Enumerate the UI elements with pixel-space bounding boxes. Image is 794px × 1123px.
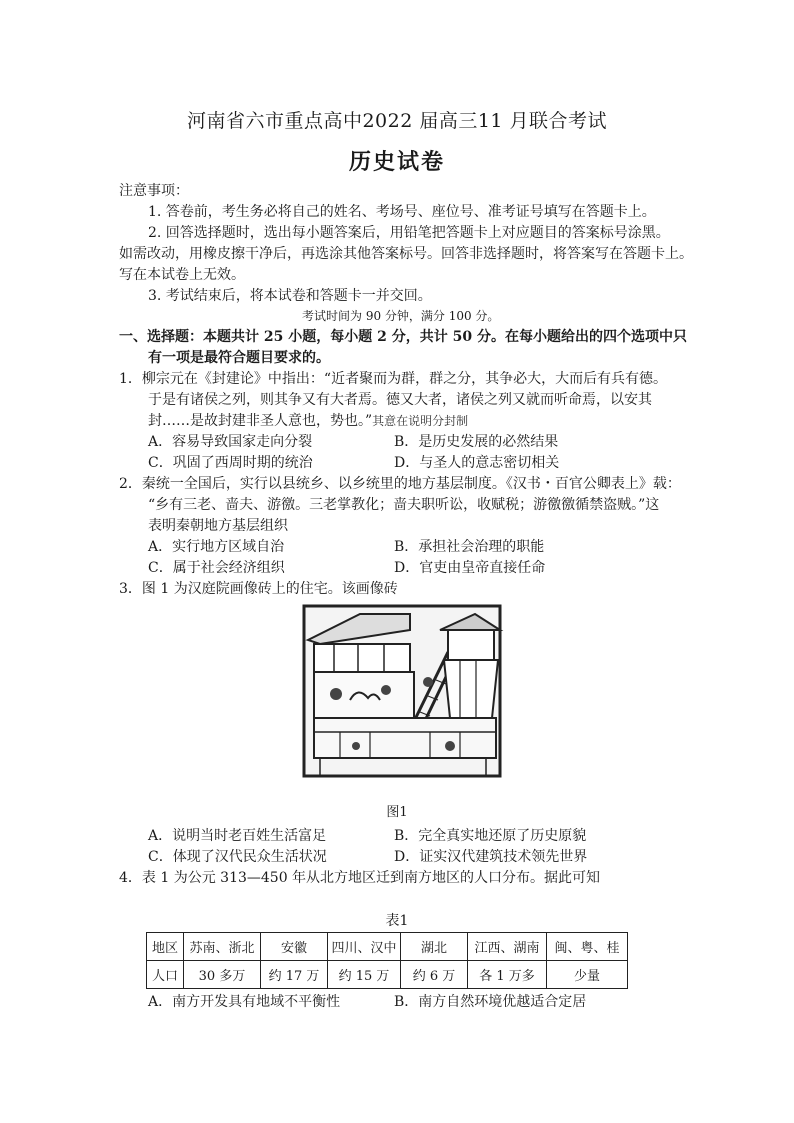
table-row xyxy=(147,961,628,989)
notice-item-2-line-1: 2. 回答选择题时，选出每小题答案后，用铅笔把答题卡上对应题目的答案标号涂黑。 xyxy=(148,225,670,241)
table-cell: 安徽 xyxy=(261,933,328,961)
q1-stem-line-3 xyxy=(148,411,468,431)
table-cell: 闽、粤、桂 xyxy=(547,933,628,961)
q3-option-a[interactable]: A．说明当时老百姓生活富足 xyxy=(148,828,327,844)
exam-subject: 历史试卷 xyxy=(348,149,445,175)
table-cell: 少量 xyxy=(547,961,628,989)
migration-table xyxy=(146,932,628,989)
section-heading-line-1: 一、选择题：本题共计 25 小题，每小题 2 分，共计 50 分。在每小题给出的四个选项中只 xyxy=(119,329,687,345)
table-cell: 约 17 万 xyxy=(261,961,328,989)
q2-option-b[interactable]: B．承担社会治理的职能 xyxy=(394,539,545,555)
q4-option-b[interactable]: B．南方自然环境优越适合定居 xyxy=(394,994,587,1010)
q3-option-b[interactable]: B．完全真实地还原了历史原貌 xyxy=(394,828,587,844)
table-cell: 人口 xyxy=(147,961,184,989)
q3-stem-line-1: 3．图 1 为汉庭院画像砖上的住宅。该画像砖 xyxy=(119,581,398,597)
q1-stem-line-2: 于是有诸侯之列，则其争又有大者焉。德又大者，诸侯之列又就而听命焉，以安其 xyxy=(148,392,652,408)
q3-option-c[interactable]: C．体现了汉代民众生活状况 xyxy=(148,849,327,865)
q1-option-a[interactable]: A．容易导致国家走向分裂 xyxy=(148,434,313,450)
q1-stem-tail: 其意在说明分封制 xyxy=(372,414,469,428)
table-cell: 湖北 xyxy=(401,933,468,961)
table-cell: 约 6 万 xyxy=(401,961,468,989)
notice-heading: 注意事项： xyxy=(119,183,189,199)
q1-stem-line-1: 1．柳宗元在《封建论》中指出：“近者聚而为群，群之分，其争必大，大而后有兵有德。 xyxy=(119,371,668,387)
q4-option-a[interactable]: A．南方开发具有地域不平衡性 xyxy=(148,994,341,1010)
notice-item-1: 1. 答卷前，考生务必将自己的姓名、考场号、座位号、准考证号填写在答题卡上。 xyxy=(148,204,656,220)
exam-time-note: 考试时间为 90 分钟，满分 100 分。 xyxy=(302,309,500,323)
q1-option-b[interactable]: B．是历史发展的必然结果 xyxy=(394,434,559,450)
figure-1-label: 图1 xyxy=(386,805,408,820)
exam-title: 河南省六市重点高中2022 届高三11 月联合考试 xyxy=(186,110,608,132)
q3-option-d[interactable]: D．证实汉代建筑技术领先世界 xyxy=(394,849,588,865)
q1-stem-line-3-text: 封……是故封建非圣人意也，势也。” xyxy=(148,413,373,429)
q1-option-d[interactable]: D．与圣人的意志密切相关 xyxy=(394,455,560,471)
table-cell: 四川、汉中 xyxy=(328,933,401,961)
q2-option-a[interactable]: A．实行地方区域自治 xyxy=(148,539,285,555)
table-cell: 约 15 万 xyxy=(328,961,401,989)
q1-option-c[interactable]: C．巩固了西周时期的统治 xyxy=(148,455,313,471)
table-row xyxy=(147,933,628,961)
notice-item-3: 3. 考试结束后，将本试卷和答题卡一并交回。 xyxy=(148,288,432,304)
q2-stem-line-2: “乡有三老、啬夫、游徼。三老掌教化；啬夫职听讼，收赋税；游徼徼循禁盗贼。”这 xyxy=(148,497,660,513)
table-cell: 地区 xyxy=(147,933,184,961)
q2-option-d[interactable]: D．官吏由皇帝直接任命 xyxy=(394,560,546,576)
table-1-title: 表1 xyxy=(385,913,409,929)
table-cell: 江西、湖南 xyxy=(468,933,547,961)
table-cell: 30 多万 xyxy=(184,961,261,989)
section-heading-line-2: 有一项是最符合题目要求的。 xyxy=(148,350,330,366)
q2-stem-line-3: 表明秦朝地方基层组织 xyxy=(148,518,288,534)
table-cell: 各 1 万多 xyxy=(468,961,547,989)
table-cell: 苏南、浙北 xyxy=(184,933,261,961)
q2-option-c[interactable]: C．属于社会经济组织 xyxy=(148,560,285,576)
q4-stem-line-1: 4．表 1 为公元 313—450 年从北方地区迁到南方地区的人口分布。据此可知 xyxy=(119,870,601,886)
notice-item-2-line-2: 如需改动，用橡皮擦干净后，再选涂其他答案标号。回答非选择题时，将答案写在答题卡上。 xyxy=(119,246,693,262)
notice-item-2-line-3: 写在本试卷上无效。 xyxy=(119,267,245,283)
q2-stem-line-1: 2．秦统一全国后，实行以县统乡、以乡统里的地方基层制度。《汉书・百官公卿表上》载： xyxy=(119,476,681,492)
han-pictorial-brick-image xyxy=(300,600,506,790)
